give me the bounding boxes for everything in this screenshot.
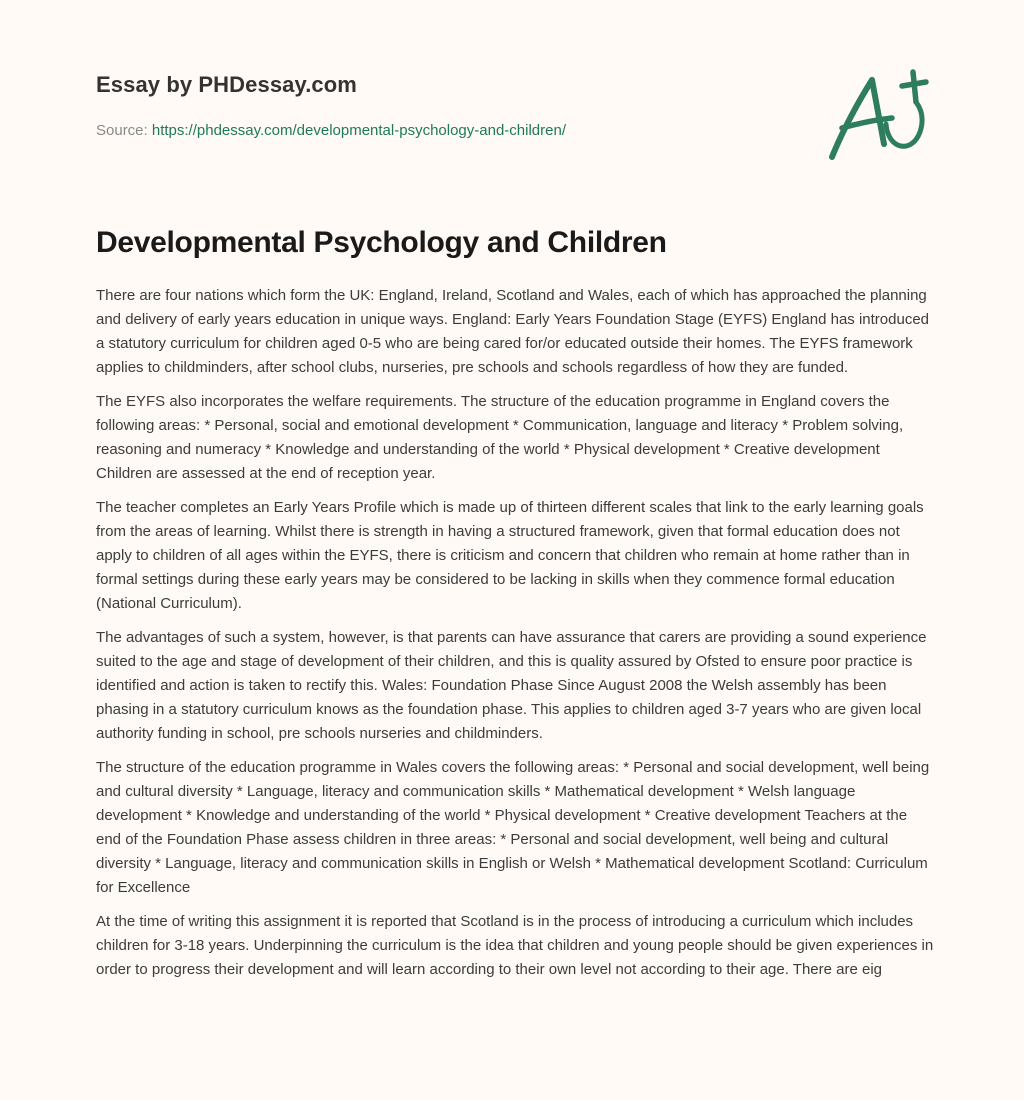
brand-title: Essay by PHDessay.com	[96, 72, 357, 97]
article-body	[96, 284, 936, 992]
source-label: Source:	[96, 122, 152, 139]
paragraph: There are four nations which form the UK: England, Ireland, Scotland and Wales, each of which has approached the planning and delivery of early years education in unique ways. England: Early Years Foundation Stage (EYFS) England has introduced a statutory curriculum for children aged 0-5 who are being cared for/or educated outside their homes. The EYFS framework applies to childminders, after school clubs, nurseries, pre schools and schools regardless of how they are funded.	[96, 287, 930, 376]
paragraph: The advantages of such a system, however, is that parents can have assurance that carers are providing a sound experience suited to the age and stage of development of their children, and this is quality assured by Ofsted to ensure poor practice is identified and action is taken to rectify this. Wales: Foundation Phase Since August 2008 the Welsh assembly has been phasing in a statutory curriculum knows as the foundation phase. This applies to children aged 3-7 years who are given local authority funding in school, pre schools nurseries and childminders.	[96, 629, 927, 742]
paragraph: The EYFS also incorporates the welfare requirements. The structure of the education programme in England covers the following areas: * Personal, social and emotional development * Communication, language and literacy * Problem solving, reasoning and numeracy * Knowledge and understanding of the world * Physical development * Creative development Children are assessed at the end of reception year.	[96, 393, 904, 482]
paragraph: The structure of the education programme in Wales covers the following areas: * Personal and social development, well being and cultural diversity * Language, literacy and communication skills * Mathematical development * Welsh language development * Knowledge and understanding of the world * Physical development * Creative development Teachers at the end of the Foundation Phase assess children in three areas: * Personal and social development, well being and cultural diversity * Language, literacy and communication skills in English or Welsh * Mathematical development Scotland: Curriculum for Excellence	[96, 759, 930, 896]
source-line	[96, 122, 796, 139]
paragraph: The teacher completes an Early Years Profile which is made up of thirteen different scales that link to the early learning goals from the areas of learning. Whilst there is strength in having a structured framework, given that formal education does not apply to children of all ages within the EYFS, there is criticism and concern that children who remain at home rather than in formal settings during these early years may be considered to be lacking in skills when they commence formal education (National Curriculum).	[96, 499, 924, 612]
page-header	[96, 72, 796, 139]
article-title: Developmental Psychology and Children	[96, 226, 667, 259]
source-link[interactable]: https://phdessay.com/developmental-psychology-and-children/	[151, 122, 566, 139]
paragraph: At the time of writing this assignment it is reported that Scotland is in the process of introducing a curriculum which includes children for 3-18 years. Underpinning the curriculum is the idea that children and young people should be given experiences in order to progress their development and will learn according to their own level not according to their age. There are eig	[96, 913, 934, 978]
a-plus-grade-icon	[820, 62, 930, 172]
